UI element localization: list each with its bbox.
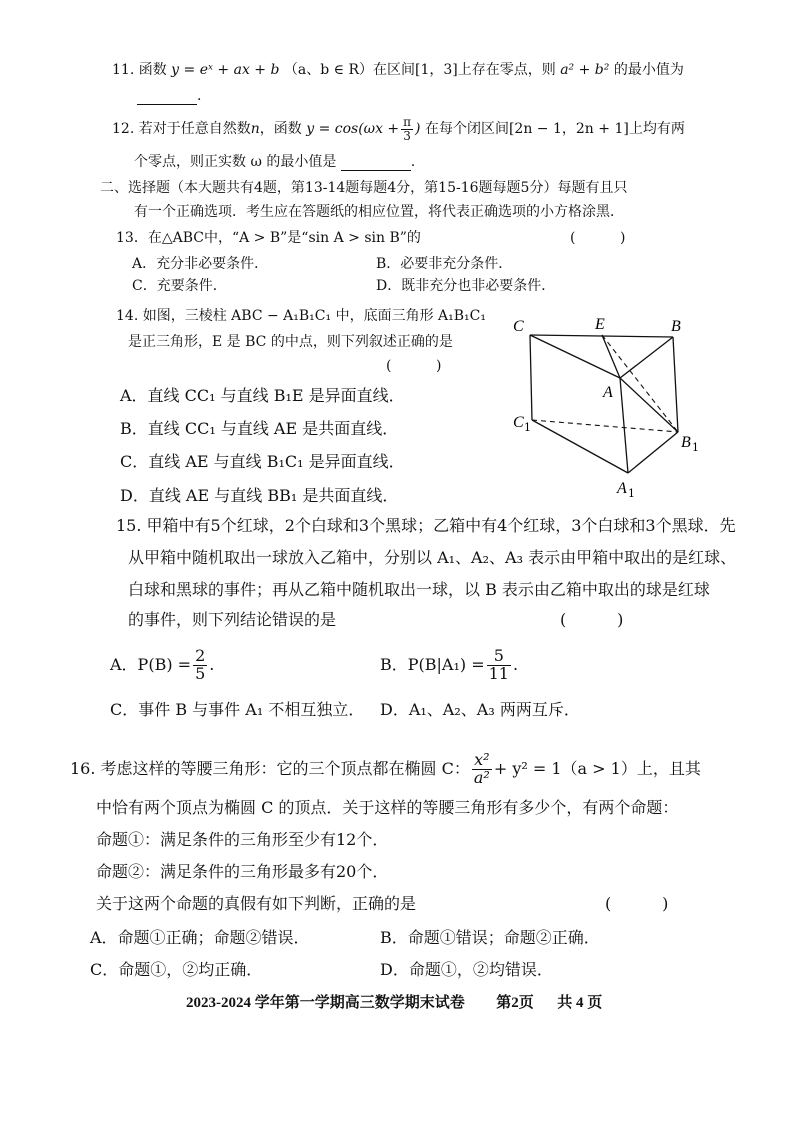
label-C1: C [513, 414, 524, 431]
label-B1-sub: 1 [692, 441, 699, 454]
q15-b-fraction: $\frac{5}{11}$ [488, 646, 509, 683]
edge-C1A1 [532, 420, 628, 473]
label-C1-sub: 1 [524, 421, 531, 434]
q13-option-c: C．充要条件． [132, 278, 227, 294]
q12-line1: 12. 若对于任意自然数n，函数 y = cos(ωx + $\frac{\pi}{3}$ ) 在每个闭区间[2n − 1，2n + 1]上均有两 [112, 115, 685, 143]
footer-page: 第2页 [496, 995, 534, 1011]
q14-answer-paren[interactable]: ( ) [386, 358, 442, 374]
edge-EB1-hidden [602, 335, 678, 432]
q16-option-a: A．命题①正确；命题②错误． [90, 928, 310, 947]
edge-B1A1 [628, 432, 678, 473]
q14-option-b: B．直线 CC₁ 与直线 AE 是共面直线． [120, 419, 399, 438]
footer-total: 共 4 页 [557, 995, 603, 1011]
q13-stem: 13．在△ABC中，“A > B”是“sin A > sin B”的 [116, 230, 421, 246]
edge-AE [602, 335, 620, 378]
q16-proposition2: 命题②：满足条件的三角形最多有20个． [96, 862, 389, 881]
q14-option-a: A．直线 CC₁ 与直线 B₁E 是异面直线． [120, 386, 405, 405]
edge-BA [620, 337, 673, 378]
prism-figure [505, 315, 715, 500]
edge-C1B1-hidden [532, 420, 678, 432]
label-A: A [603, 384, 613, 401]
edge-CA [530, 335, 620, 378]
q13-option-a: A．充分非必要条件． [132, 256, 269, 272]
q16-option-d: D．命题①，②均错误． [380, 960, 553, 979]
q15-answer-paren[interactable]: ( ) [560, 610, 624, 629]
label-A1: A [617, 480, 627, 497]
q16-option-b: B．命题①错误；命题②正确． [380, 928, 600, 947]
q15-a-fraction: $\frac{2}{5}$ [195, 646, 206, 683]
q14-option-c: C．直线 AE 与直线 B₁C₁ 是异面直线． [120, 452, 405, 471]
label-E: E [595, 316, 605, 333]
q14-line1: 14. 如图，三棱柱 ABC − A₁B₁C₁ 中，底面三角形 A₁B₁C₁ [116, 308, 486, 324]
q12-pi-over-3: $\frac{\pi}{3}$ [403, 115, 412, 143]
q14-line2: 是正三角形，E 是 BC 的中点，则下列叙述正确的是 [128, 334, 453, 350]
edge-AB1 [620, 378, 678, 432]
q16-line5: 关于这两个命题的真假有如下判断，正确的是 [96, 894, 417, 913]
q14-option-d: D．直线 AE 与直线 BB₁ 是共面直线． [120, 486, 399, 505]
q15-option-c: C．事件 B 与事件 A₁ 不相互独立． [110, 700, 365, 719]
edge-BB1 [673, 337, 678, 432]
q11-answer-blank[interactable] [137, 90, 197, 105]
label-B1: B [681, 434, 691, 451]
edge-AA1 [620, 378, 628, 473]
section2-line1: 二、选择题（本大题共有4题，第13-14题每题4分，第15-16题每题5分）每题有且只 [100, 180, 628, 196]
q13-option-d: D．既非充分也非必要条件． [376, 278, 556, 294]
q13-option-b: B．必要非充分条件． [376, 256, 513, 272]
edge-CC1 [530, 335, 532, 420]
label-A1-sub: 1 [628, 487, 635, 500]
section2-line2: 有一个正确选项．考生应在答题纸的相应位置，将代表正确选项的小方格涂黑． [134, 204, 624, 220]
q16-line1: 16. 考虑这样的等腰三角形：它的三个顶点都在椭圆 C： $\frac{\text{x²}}{\text{a²}}$ + y² = 1（a > 1）上，且其 [70, 750, 701, 787]
q15-option-b: B．P(B|A₁) = $\frac{5}{11}$ . [380, 646, 519, 683]
label-C: C [513, 318, 524, 335]
q16-answer-paren[interactable]: ( ) [605, 894, 669, 913]
page-footer [186, 994, 602, 1012]
q16-proposition1: 命题①：满足条件的三角形至少有12个． [96, 830, 389, 849]
q16-option-c: C．命题①，②均正确． [90, 960, 263, 979]
q13-answer-paren[interactable]: ( ) [570, 230, 626, 246]
label-B: B [671, 318, 681, 335]
q16-line2: 中恰有两个顶点为椭圆 C 的顶点．关于这样的等腰三角形有多少个，有两个命题： [96, 798, 679, 817]
q12-answer-blank[interactable] [341, 156, 411, 171]
q16-ellipse-fraction: $\frac{\text{x²}}{\text{a²}}$ [473, 750, 490, 787]
footer-title: 2023-2024 学年第一学期高三数学期末试卷 [186, 995, 465, 1011]
q11-line1: 11. 函数 y = eˣ + ax + b （a、b ∈ R）在区间[1，3]上存在零点，则 a² + b² 的最小值为 [112, 62, 684, 78]
q11-line2: . [137, 88, 201, 105]
q12-line2: 个零点，则正实数 ω 的最小值是 . [134, 154, 416, 170]
q15-line1: 15. 甲箱中有5个红球，2个白球和3个黑球；乙箱中有4个红球，3个白球和3个黑球．先 [116, 516, 736, 535]
q15-line2: 从甲箱中随机取出一球放入乙箱中，分别以 A₁、A₂、A₃ 表示由甲箱中取出的是红球、 [128, 548, 737, 567]
q15-option-a: A．P(B) = $\frac{2}{5}$ . [110, 646, 215, 683]
q15-line4: 的事件，则下列结论错误的是 [128, 610, 337, 629]
q15-option-d: D．A₁、A₂、A₃ 两两互斥． [380, 700, 580, 719]
q15-line3: 白球和黑球的事件；再从乙箱中随机取出一球，以 B 表示由乙箱中取出的球是红球 [128, 580, 710, 599]
